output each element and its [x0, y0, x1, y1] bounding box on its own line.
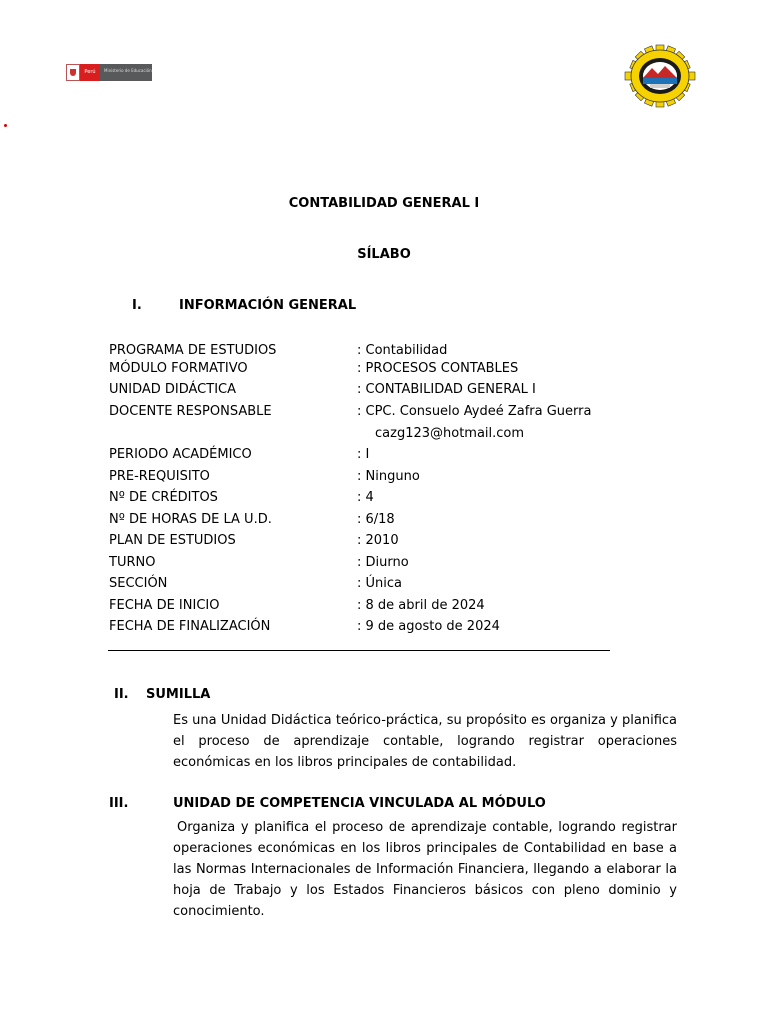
document-subtitle: SÍLABO	[357, 247, 411, 262]
info-value: : 4	[357, 490, 374, 505]
section2-heading: SUMILLA	[146, 687, 211, 702]
section2-number: II.	[114, 687, 129, 702]
info-value: : CPC. Consuelo Aydeé Zafra Guerra	[357, 404, 592, 419]
peru-shield-icon	[66, 64, 80, 81]
section3-heading: UNIDAD DE COMPETENCIA VINCULADA AL MÓDULO	[173, 796, 546, 811]
info-label: FECHA DE FINALIZACIÓN	[109, 619, 271, 634]
info-label: TURNO	[109, 555, 156, 570]
section3-number: III.	[109, 796, 129, 811]
info-label: Nº DE CRÉDITOS	[109, 490, 218, 505]
course-title: CONTABILIDAD GENERAL I	[288, 196, 480, 211]
info-value: : 8 de abril de 2024	[357, 598, 485, 613]
info-label: PLAN DE ESTUDIOS	[109, 533, 236, 548]
info-value: : Contabilidad	[357, 343, 448, 358]
logo-gray-block: Ministerio de Educación	[100, 64, 152, 81]
info-label: SECCIÓN	[109, 576, 168, 591]
institution-gear-seal-icon	[622, 44, 698, 108]
info-label: PERIODO ACADÉMICO	[109, 447, 252, 462]
section1-heading: INFORMACIÓN GENERAL	[179, 298, 357, 313]
info-value: : I	[357, 447, 370, 462]
competencia-paragraph: Organiza y planifica el proceso de aprendizaje contable, logrando registrar operaciones económicas en los libros principales de Contabilidad en base a las Normas Internacionales de Información Financiera, llegando a elaborar la hoja de Trabajo y los Estados Financieros básicos con pleno dominio y conocimiento.	[173, 820, 677, 919]
info-value: : PROCESOS CONTABLES	[357, 361, 519, 376]
info-label: PROGRAMA DE ESTUDIOS	[109, 343, 277, 358]
info-label: UNIDAD DIDÁCTICA	[109, 382, 237, 397]
info-label: FECHA DE INICIO	[109, 598, 220, 613]
info-value: : 6/18	[357, 512, 395, 527]
docente-email: cazg123@hotmail.com	[375, 426, 525, 441]
info-label: DOCENTE RESPONSABLE	[109, 404, 272, 419]
info-value: : 9 de agosto de 2024	[357, 619, 500, 634]
info-label: MÓDULO FORMATIVO	[109, 361, 248, 376]
info-value: : CONTABILIDAD GENERAL I	[357, 382, 536, 397]
info-value: : Diurno	[357, 555, 409, 570]
info-value: : 2010	[357, 533, 399, 548]
info-value: : Única	[357, 576, 402, 591]
sumilla-paragraph: Es una Unidad Didáctica teórico-práctica, su propósito es organiza y planifica el proceso de aprendizaje contable, logrando registrar operaciones económicas en los libros principales de contabilidad.	[173, 713, 677, 770]
info-value: : Ninguno	[357, 469, 420, 484]
red-dot-mark	[4, 124, 7, 127]
section-divider	[108, 650, 610, 651]
info-label: Nº DE HORAS DE LA U.D.	[109, 512, 272, 527]
logo-red-block: Perú	[80, 64, 100, 81]
section1-number: I.	[132, 298, 142, 313]
info-label: PRE-REQUISITO	[109, 469, 210, 484]
ministry-logo	[66, 64, 152, 81]
